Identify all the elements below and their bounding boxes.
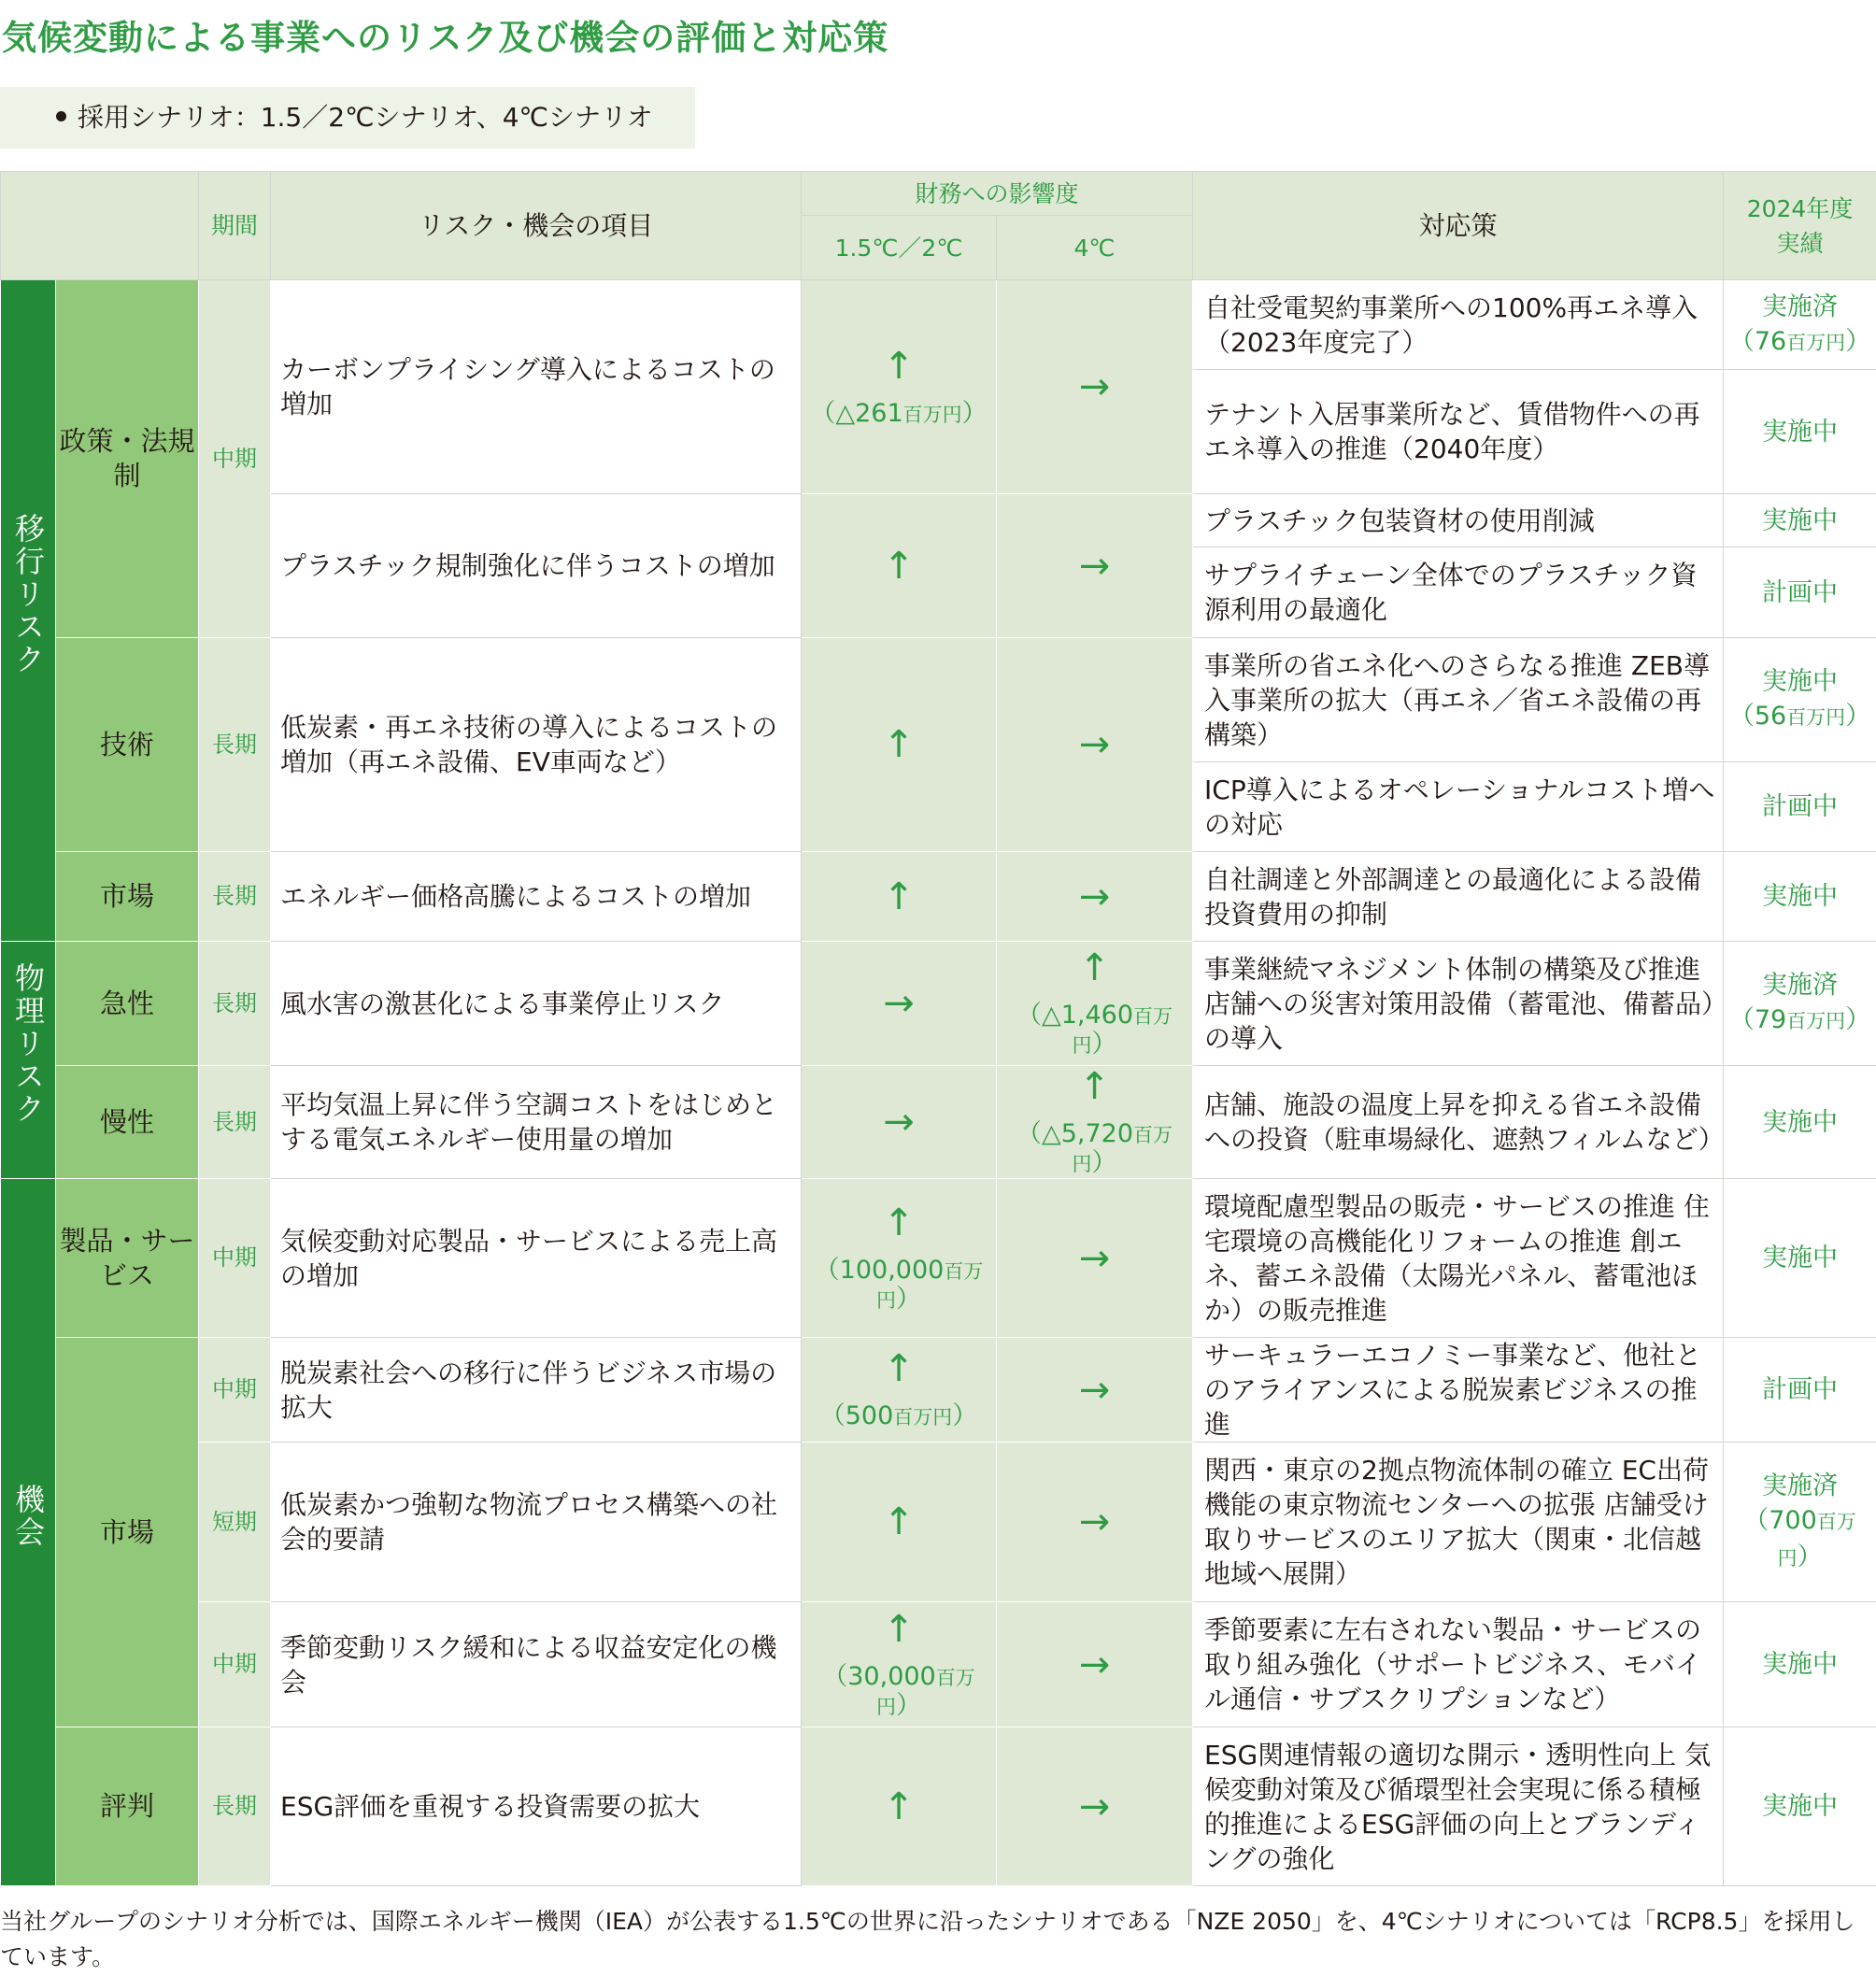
impact-15: [802, 1179, 997, 1338]
period: 中期: [199, 280, 271, 638]
risk-table: [0, 171, 1876, 1886]
measure: ESG関連情報の適切な開示・透明性向上 気候変動対策及び循環型社会実現に係る積極的推進によるESG評価の向上とブランディングの強化: [1193, 1727, 1724, 1886]
period: 短期: [199, 1443, 271, 1602]
right-arrow-icon: →: [1078, 365, 1111, 408]
header-blank: [1, 172, 199, 280]
impact-15: [802, 494, 997, 638]
scenario-text: 採用シナリオ：1.5／2℃シナリオ、4℃シナリオ: [78, 102, 653, 133]
item-esg: ESG評価を重視する投資需要の拡大: [271, 1727, 802, 1886]
result: 実施中: [1724, 1179, 1876, 1338]
measure: 自社受電契約事業所への100%再エネ導入（2023年度完了）: [1193, 280, 1724, 370]
impact-15: [802, 942, 997, 1066]
period: 長期: [199, 852, 271, 942]
up-arrow-icon: ↑: [883, 1607, 915, 1651]
header-result: [1724, 172, 1876, 280]
header-result-line1: 2024年度: [1746, 194, 1854, 222]
sub-tech: 技術: [56, 638, 199, 852]
period: 中期: [199, 1179, 271, 1338]
header-period: 期間: [199, 172, 271, 280]
measure: サプライチェーン全体でのプラスチック資源利用の最適化: [1193, 547, 1724, 638]
result: 実施済 （76百万円）: [1724, 280, 1876, 370]
header-measure: 対応策: [1193, 172, 1724, 280]
impact-15: [802, 1727, 997, 1886]
up-arrow-icon: ↑: [1078, 1065, 1111, 1108]
right-arrow-icon: →: [1078, 1368, 1111, 1412]
sub-reputation: 評判: [56, 1727, 199, 1886]
item-carbon: カーボンプライシング導入によるコストの増加: [271, 280, 802, 494]
category-opportunity: 機会: [1, 1179, 56, 1886]
period: 長期: [199, 638, 271, 852]
result: 実施中 （56百万円）: [1724, 638, 1876, 762]
right-arrow-icon: →: [883, 982, 915, 1025]
impact-amount: （100,000百万円）: [814, 1255, 984, 1314]
impact-amount: （△1,460百万円）: [1016, 1001, 1173, 1059]
up-arrow-icon: ↑: [883, 874, 915, 918]
page-title: 気候変動による事業へのリスク及び機会の評価と対応策: [2, 18, 889, 58]
impact-15: [802, 1602, 997, 1727]
item-energy: エネルギー価格高騰によるコストの増加: [271, 852, 802, 942]
header-scenario-4: 4℃: [997, 216, 1193, 280]
impact-4: [997, 1602, 1193, 1727]
up-arrow-icon: ↑: [883, 344, 915, 388]
measure: ICP導入によるオペレーショナルコスト増への対応: [1193, 762, 1724, 852]
impact-15: [802, 1338, 997, 1443]
impact-15: [802, 638, 997, 852]
measure: 事業継続マネジメント体制の構築及び推進 店舗への災害対策用設備（蓄電池、備蓄品）の導入: [1193, 942, 1724, 1066]
measure: テナント入居事業所など、賃借物件への再エネ導入の推進（2040年度）: [1193, 370, 1724, 494]
item-plastic: プラスチック規制強化に伴うコストの増加: [271, 494, 802, 638]
impact-4: [997, 1179, 1193, 1338]
impact-15: [802, 1066, 997, 1179]
right-arrow-icon: →: [1078, 1236, 1111, 1280]
scenario-box: [0, 87, 695, 149]
right-arrow-icon: →: [1078, 1784, 1111, 1828]
item-lowcarbon: 低炭素・再エネ技術の導入によるコストの増加（再エネ設備、EV車両など）: [271, 638, 802, 852]
result: 実施中: [1724, 1727, 1876, 1886]
impact-4: [997, 852, 1193, 942]
item-logistics: 低炭素かつ強靭な物流プロセス構築への社会的要請: [271, 1443, 802, 1602]
measure: プラスチック包装資材の使用削減: [1193, 494, 1724, 547]
right-arrow-icon: →: [1078, 1500, 1111, 1543]
result: 実施中: [1724, 370, 1876, 494]
sub-acute: 急性: [56, 942, 199, 1066]
measure: 自社調達と外部調達との最適化による設備投資費用の抑制: [1193, 852, 1724, 942]
impact-amount: （△5,720百万円）: [1016, 1119, 1173, 1177]
up-arrow-icon: ↑: [883, 1201, 915, 1244]
sub-market: 市場: [56, 852, 199, 942]
impact-4: [997, 1727, 1193, 1886]
footnote: 当社グループのシナリオ分析では、国際エネルギー機関（IEA）が公表する1.5℃の世界に沿ったシナリオである「NZE 2050」を、4℃シナリオについては「RCP8.5」を採用しています。: [0, 1908, 1855, 1970]
item-products: 気候変動対応製品・サービスによる売上高の増加: [271, 1179, 802, 1338]
result: 実施済 （79百万円）: [1724, 942, 1876, 1066]
period: 長期: [199, 1727, 271, 1886]
impact-4: [997, 1443, 1193, 1602]
bullet-icon: [56, 111, 66, 121]
measure: 環境配慮型製品の販売・サービスの推進 住宅環境の高機能化リフォームの推進 創エネ、蓄エネ設備（太陽光パネル、蓄電池ほか）の販売推進: [1193, 1179, 1724, 1338]
up-arrow-icon: ↑: [883, 723, 915, 766]
impact-amount: （500百万円）: [819, 1401, 978, 1430]
impact-4: [997, 638, 1193, 852]
item-flood: 風水害の激甚化による事業停止リスク: [271, 942, 802, 1066]
result: 実施中: [1724, 494, 1876, 547]
up-arrow-icon: ↑: [883, 1500, 915, 1543]
impact-amount: （△261百万円）: [810, 398, 988, 428]
result: 実施中: [1724, 852, 1876, 942]
period: 中期: [199, 1602, 271, 1727]
result: 計画中: [1724, 1338, 1876, 1443]
period: 長期: [199, 1066, 271, 1179]
right-arrow-icon: →: [1078, 723, 1111, 766]
result: 実施中: [1724, 1602, 1876, 1727]
impact-15: [802, 1443, 997, 1602]
measure: 関西・東京の2拠点物流体制の確立 EC出荷機能の東京物流センターへの拡張 店舗受け取りサービスのエリア拡大（関東・北信越地域へ展開）: [1193, 1443, 1724, 1602]
right-arrow-icon: →: [1078, 544, 1111, 588]
header-result-line2: 実績: [1776, 229, 1824, 257]
item-seasonal: 季節変動リスク緩和による収益安定化の機会: [271, 1602, 802, 1727]
result: 実施済 （700百万円）: [1724, 1443, 1876, 1602]
right-arrow-icon: →: [1078, 1642, 1111, 1686]
measure: 事業所の省エネ化へのさらなる推進 ZEB導入事業所の拡大（再エネ／省エネ設備の再構築）: [1193, 638, 1724, 762]
impact-4: [997, 1066, 1193, 1179]
sub-product: 製品・サービス: [56, 1179, 199, 1338]
right-arrow-icon: →: [883, 1101, 915, 1144]
period: 長期: [199, 942, 271, 1066]
item-temp: 平均気温上昇に伴う空調コストをはじめとする電気エネルギー使用量の増加: [271, 1066, 802, 1179]
impact-4: [997, 494, 1193, 638]
item-decarb: 脱炭素社会への移行に伴うビジネス市場の拡大: [271, 1338, 802, 1443]
impact-4: [997, 280, 1193, 494]
up-arrow-icon: ↑: [1078, 946, 1111, 989]
impact-4: [997, 1338, 1193, 1443]
impact-15: [802, 852, 997, 942]
result: 計画中: [1724, 762, 1876, 852]
header-scenario-15: 1.5℃／2℃: [802, 216, 997, 280]
up-arrow-icon: ↑: [883, 1347, 915, 1390]
measure: 店舗、施設の温度上昇を抑える省エネ設備への投資（駐車場緑化、遮熱フィルムなど）: [1193, 1066, 1724, 1179]
impact-15: [802, 280, 997, 494]
sub-chronic: 慢性: [56, 1066, 199, 1179]
right-arrow-icon: →: [1078, 874, 1111, 918]
header-impact: 財務への影響度: [802, 172, 1193, 216]
up-arrow-icon: ↑: [883, 544, 915, 588]
category-physical: 物理リスク: [1, 942, 56, 1179]
up-arrow-icon: ↑: [883, 1784, 915, 1828]
result: 実施中: [1724, 1066, 1876, 1179]
category-transition: 移行リスク: [1, 280, 56, 942]
measure: サーキュラーエコノミー事業など、他社とのアライアンスによる脱炭素ビジネスの推進: [1193, 1338, 1724, 1443]
period: 中期: [199, 1338, 271, 1443]
impact-4: [997, 942, 1193, 1066]
sub-market: 市場: [56, 1338, 199, 1727]
measure: 季節要素に左右されない製品・サービスの取り組み強化（サポートビジネス、モバイル通信・サブスクリプションなど）: [1193, 1602, 1724, 1727]
header-item: リスク・機会の項目: [271, 172, 802, 280]
result: 計画中: [1724, 547, 1876, 638]
impact-amount: （30,000百万円）: [822, 1661, 975, 1720]
sub-policy: 政策・法規制: [56, 280, 199, 638]
